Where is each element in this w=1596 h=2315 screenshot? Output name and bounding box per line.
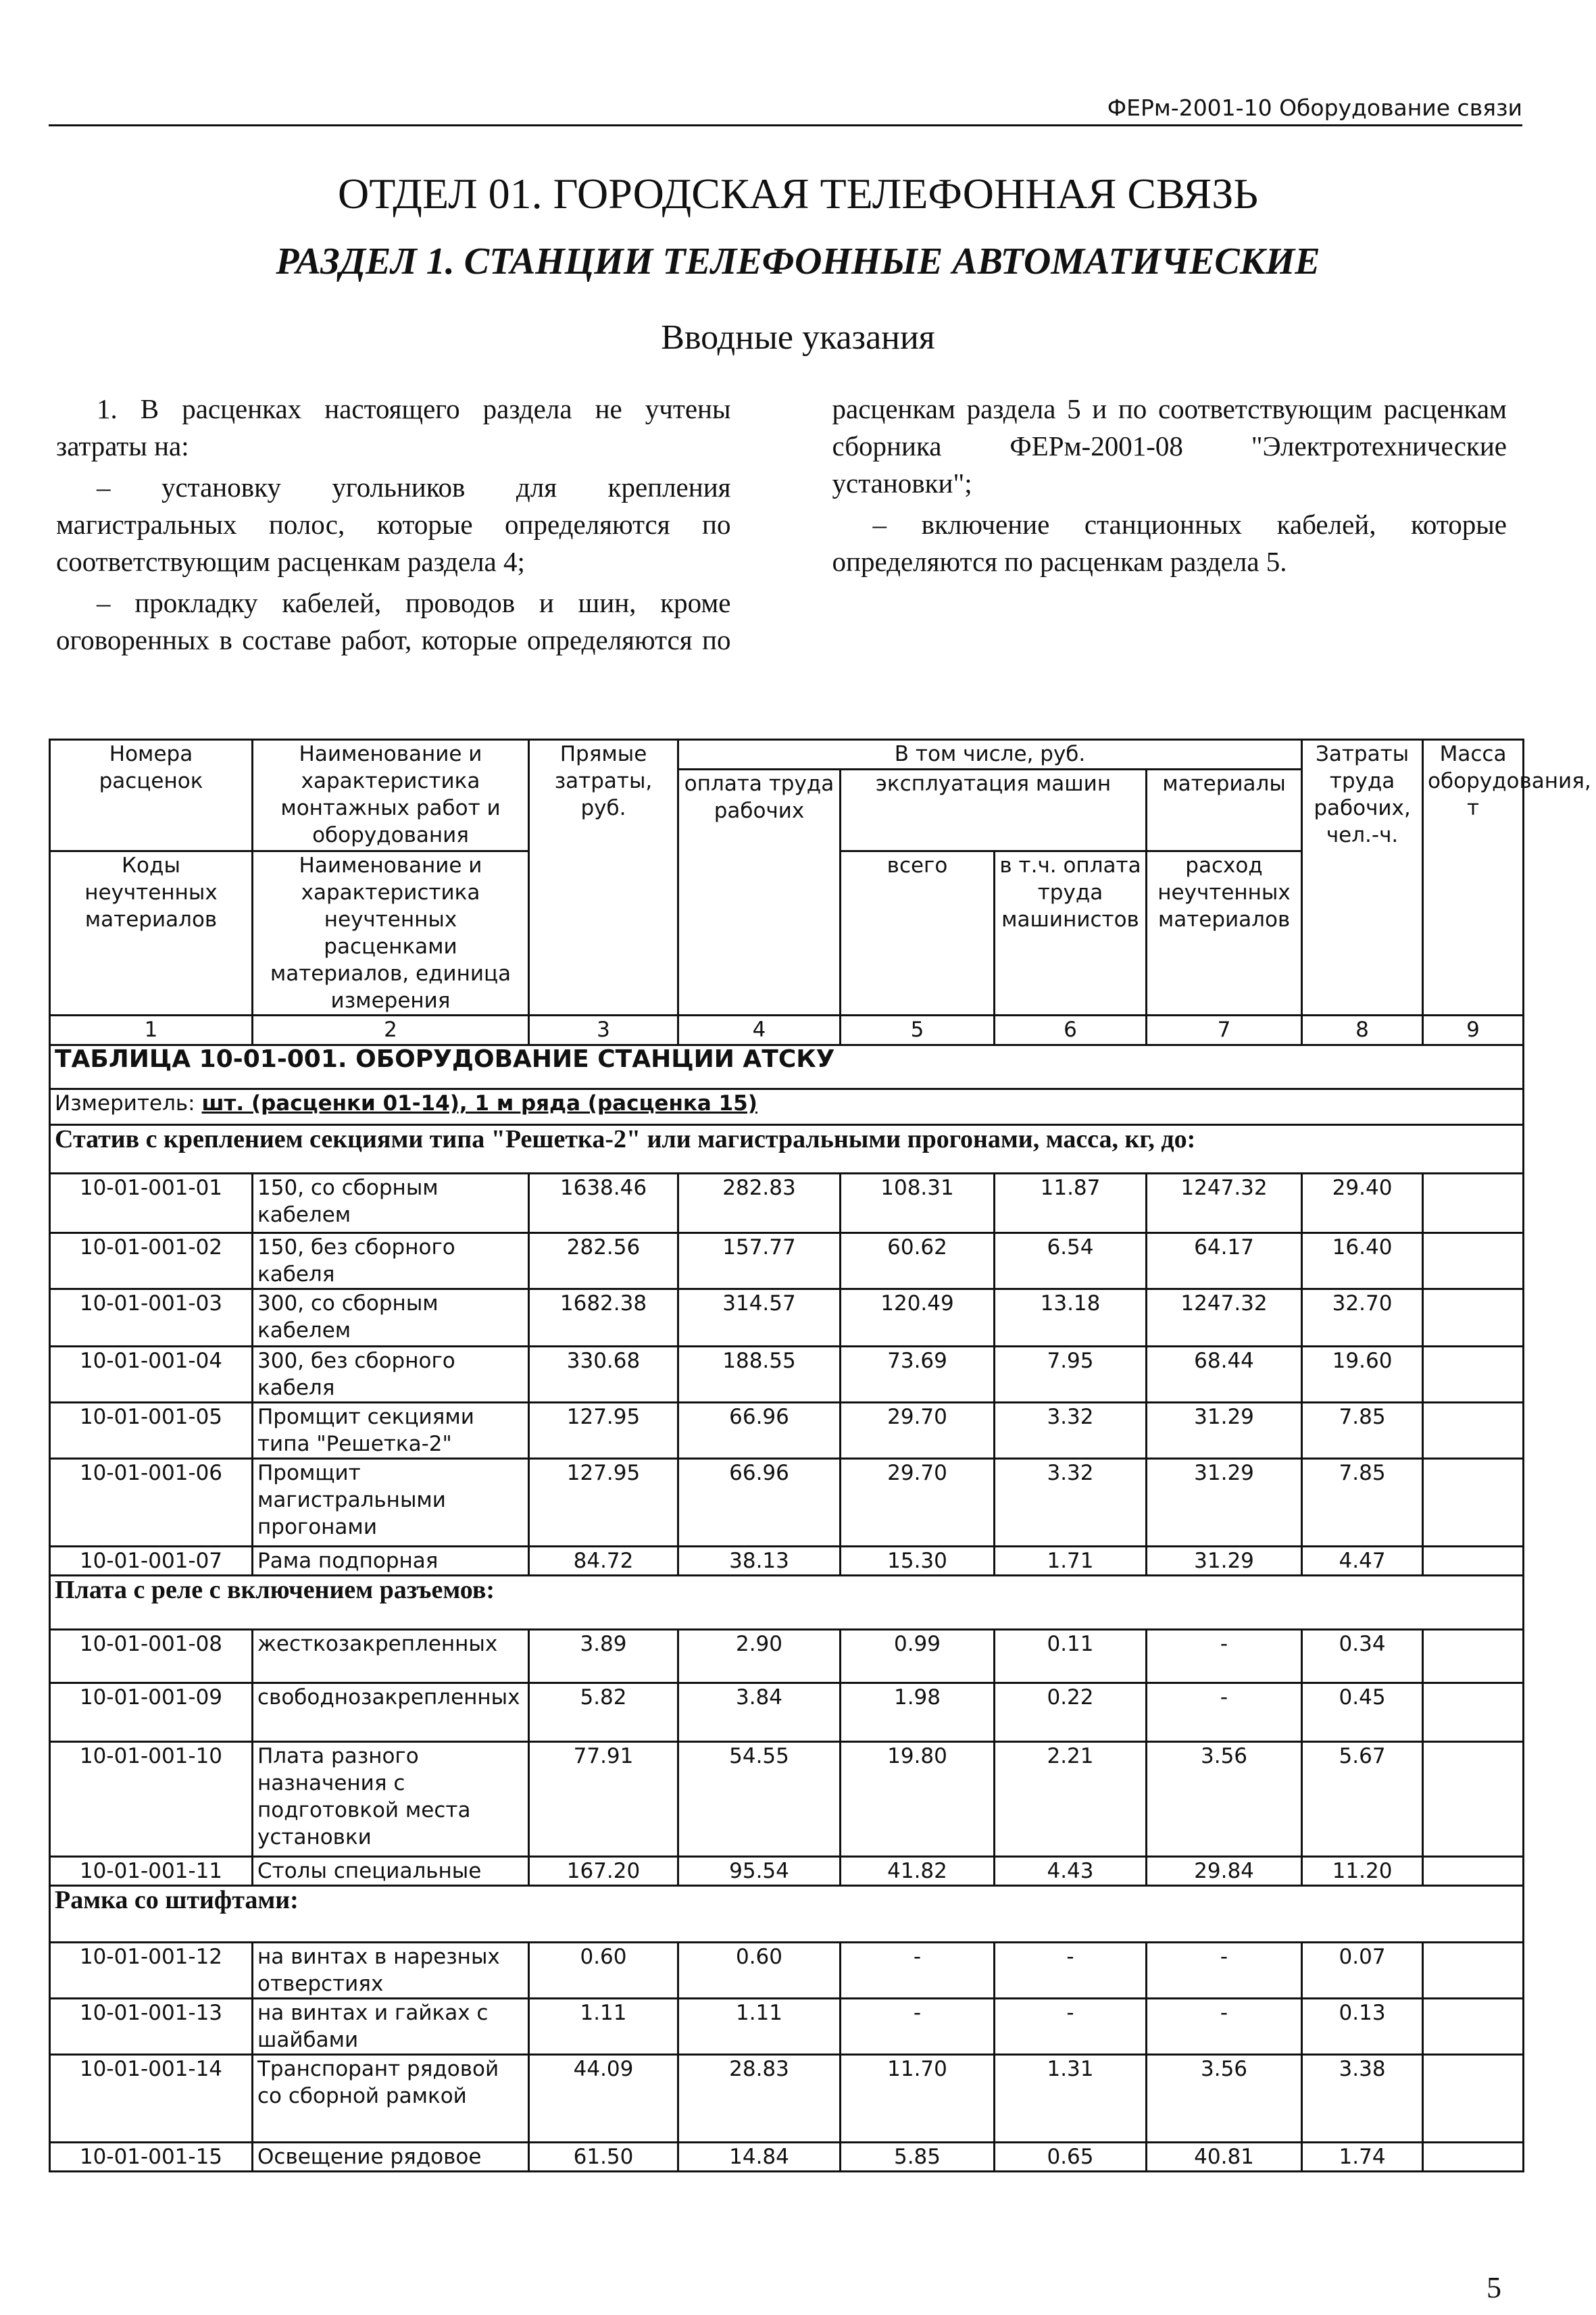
cell-direct-costs: 77.91 [529, 1742, 678, 1857]
cell-equipment-mass [1423, 1683, 1524, 1742]
cell-machines-total: 120.49 [841, 1289, 995, 1347]
intro-paragraph: – прокладку кабелей, проводов и шин, кроме оговоренных в составе работ, которые определяются по расценкам раздела 5 и по соответствующим расценкам сборника ФЕРм-2001-08 "Электротехнические установки"; [56, 393, 1507, 655]
cell-machines-total: - [841, 1943, 995, 1999]
cell-labor-hours: 32.70 [1302, 1289, 1423, 1347]
cell-labor-hours: 16.40 [1302, 1233, 1423, 1289]
department-title: ОТДЕЛ 01. ГОРОДСКАЯ ТЕЛЕФОННАЯ СВЯЗЬ [338, 170, 1258, 218]
cell-direct-costs: 127.95 [529, 1459, 678, 1547]
header-materials: материалы [1147, 770, 1302, 851]
cell-rate-code: 10-01-001-08 [50, 1630, 253, 1683]
header-machines-total: всего [841, 851, 995, 1016]
running-header: ФЕРм-2001-10 Оборудование связи [49, 95, 1522, 126]
cell-rate-code: 10-01-001-04 [50, 1347, 253, 1403]
page-number: 5 [1487, 2271, 1501, 2304]
column-number: 3 [529, 1016, 678, 1045]
column-number: 8 [1302, 1016, 1423, 1045]
cell-work-name: 150, со сборным кабелем [253, 1174, 529, 1233]
cell-work-name: жесткозакрепленных [253, 1630, 529, 1683]
cell-machines-total: 41.82 [841, 1857, 995, 1886]
column-number: 4 [678, 1016, 841, 1045]
cell-machinist-pay: 7.95 [995, 1347, 1147, 1403]
group-header-row [50, 1886, 1524, 1943]
cell-direct-costs: 282.56 [529, 1233, 678, 1289]
cell-labor-hours: 0.07 [1302, 1943, 1423, 1999]
column-number: 6 [995, 1016, 1147, 1045]
cell-machines-total: 11.70 [841, 2055, 995, 2143]
header-direct-costs: Прямые затраты, руб. [529, 740, 678, 1016]
cell-direct-costs: 5.82 [529, 1683, 678, 1742]
cell-labor-pay: 0.60 [678, 1943, 841, 1999]
header-unaccounted-materials: расход неучтенных материалов [1147, 851, 1302, 1016]
table-row [50, 1174, 1524, 1233]
cell-rate-code: 10-01-001-11 [50, 1857, 253, 1886]
cell-direct-costs: 330.68 [529, 1347, 678, 1403]
cell-rate-code: 10-01-001-03 [50, 1289, 253, 1347]
measure-label: Измеритель: [55, 1091, 202, 1116]
cell-direct-costs: 1682.38 [529, 1289, 678, 1347]
cell-machines-total: 73.69 [841, 1347, 995, 1403]
cell-materials: 64.17 [1147, 1233, 1302, 1289]
cell-materials: 1247.32 [1147, 1289, 1302, 1347]
cell-work-name: свободнозакрепленных [253, 1683, 529, 1742]
cell-equipment-mass [1423, 1742, 1524, 1857]
cell-labor-pay: 28.83 [678, 2055, 841, 2143]
cell-rate-code: 10-01-001-02 [50, 1233, 253, 1289]
cell-direct-costs: 61.50 [529, 2143, 678, 2172]
cell-work-name: на винтах и гайках с шайбами [253, 1999, 529, 2055]
cell-materials: 29.84 [1147, 1857, 1302, 1886]
cell-labor-hours: 3.38 [1302, 2055, 1423, 2143]
cell-materials: 68.44 [1147, 1347, 1302, 1403]
header-labor-pay: оплата труда рабочих [678, 770, 841, 1016]
cell-direct-costs: 167.20 [529, 1857, 678, 1886]
cell-rate-code: 10-01-001-14 [50, 2055, 253, 2143]
cell-labor-hours: 0.13 [1302, 1999, 1423, 2055]
cell-materials: 1247.32 [1147, 1174, 1302, 1233]
header-machinist-pay: в т.ч. оплата труда машинистов [995, 851, 1147, 1016]
cell-materials: - [1147, 1630, 1302, 1683]
cell-equipment-mass [1423, 1403, 1524, 1459]
cell-machinist-pay: 3.32 [995, 1403, 1147, 1459]
cell-work-name: Промщит секциями типа "Решетка-2" [253, 1403, 529, 1459]
cell-labor-hours: 5.67 [1302, 1742, 1423, 1857]
cell-labor-pay: 95.54 [678, 1857, 841, 1886]
intro-paragraph: – установку угольников для крепления магистральных полос, которые определяются по соответствующим расценкам раздела 4; [56, 472, 731, 577]
cell-materials: - [1147, 1683, 1302, 1742]
header-rate-numbers: Номера расценок [50, 740, 253, 851]
cell-machinist-pay: 2.21 [995, 1742, 1147, 1857]
cell-machinist-pay: 0.22 [995, 1683, 1147, 1742]
cell-machinist-pay: 0.11 [995, 1630, 1147, 1683]
cell-work-name: Столы специальные [253, 1857, 529, 1886]
cell-labor-pay: 3.84 [678, 1683, 841, 1742]
cell-rate-code: 10-01-001-07 [50, 1547, 253, 1576]
cell-labor-pay: 66.96 [678, 1459, 841, 1547]
cell-rate-code: 10-01-001-06 [50, 1459, 253, 1547]
group-header-row [50, 1125, 1524, 1174]
cell-machines-total: 15.30 [841, 1547, 995, 1576]
cell-equipment-mass [1423, 1857, 1524, 1886]
cell-work-name: 300, со сборным кабелем [253, 1289, 529, 1347]
cell-rate-code: 10-01-001-09 [50, 1683, 253, 1742]
cell-direct-costs: 0.60 [529, 1943, 678, 1999]
table-row [50, 1289, 1524, 1347]
cell-labor-pay: 1.11 [678, 1999, 841, 2055]
cell-materials: 31.29 [1147, 1459, 1302, 1547]
cell-work-name: Промщит магистральными прогонами [253, 1459, 529, 1547]
cell-labor-pay: 14.84 [678, 2143, 841, 2172]
cell-equipment-mass [1423, 2055, 1524, 2143]
header-equipment-mass: Масса оборудования, т [1423, 740, 1524, 1016]
header-material-names: Наименование и характеристика неучтенных расценками материалов, единица измерения [253, 851, 529, 1016]
cell-equipment-mass [1423, 1459, 1524, 1547]
cell-materials: 40.81 [1147, 2143, 1302, 2172]
section-title: РАЗДЕЛ 1. СТАНЦИИ ТЕЛЕФОННЫЕ АВТОМАТИЧЕСКИЕ [276, 241, 1320, 282]
table-row [50, 1999, 1524, 2055]
cell-labor-pay: 157.77 [678, 1233, 841, 1289]
cell-labor-pay: 188.55 [678, 1347, 841, 1403]
header-machines: эксплуатация машин [841, 770, 1147, 851]
cell-direct-costs: 1638.46 [529, 1174, 678, 1233]
header-labor-hours: Затраты труда рабочих, чел.-ч. [1302, 740, 1423, 1016]
cell-machines-total: 5.85 [841, 2143, 995, 2172]
cell-rate-code: 10-01-001-01 [50, 1174, 253, 1233]
cell-materials: - [1147, 1999, 1302, 2055]
cell-labor-hours: 7.85 [1302, 1459, 1423, 1547]
cell-work-name: на винтах в нарезных отверстиях [253, 1943, 529, 1999]
cell-labor-hours: 29.40 [1302, 1174, 1423, 1233]
table-row [50, 2143, 1524, 2172]
intro-paragraph: 1. В расценках настоящего раздела не учтены затраты на: [56, 393, 731, 462]
cell-machinist-pay: 6.54 [995, 1233, 1147, 1289]
cell-labor-hours: 0.45 [1302, 1683, 1423, 1742]
table-row [50, 1547, 1524, 1576]
cell-materials: 3.56 [1147, 1742, 1302, 1857]
cell-rate-code: 10-01-001-05 [50, 1403, 253, 1459]
group-title: Рамка со штифтами: [50, 1886, 1524, 1943]
cell-labor-hours: 4.47 [1302, 1547, 1423, 1576]
cell-equipment-mass [1423, 1547, 1524, 1576]
cell-work-name: Плата разного назначения с подготовкой места установки [253, 1742, 529, 1857]
cell-machinist-pay: 0.65 [995, 2143, 1147, 2172]
cell-direct-costs: 44.09 [529, 2055, 678, 2143]
cell-equipment-mass [1423, 1630, 1524, 1683]
cell-materials: 31.29 [1147, 1403, 1302, 1459]
cell-direct-costs: 127.95 [529, 1403, 678, 1459]
cell-equipment-mass [1423, 1943, 1524, 1999]
cell-rate-code: 10-01-001-10 [50, 1742, 253, 1857]
cell-machinist-pay: 1.71 [995, 1547, 1147, 1576]
intro-heading: Вводные указания [661, 318, 935, 357]
cell-labor-hours: 7.85 [1302, 1403, 1423, 1459]
cell-work-name: 300, без сборного кабеля [253, 1347, 529, 1403]
cell-labor-hours: 0.34 [1302, 1630, 1423, 1683]
table-row [50, 1347, 1524, 1403]
intro-paragraph: – включение станционных кабелей, которые определяются по расценкам раздела 5. [832, 509, 1507, 577]
table-row [50, 1683, 1524, 1742]
cell-direct-costs: 84.72 [529, 1547, 678, 1576]
cell-machines-total: - [841, 1999, 995, 2055]
cell-machines-total: 29.70 [841, 1403, 995, 1459]
cell-machinist-pay: 4.43 [995, 1857, 1147, 1886]
cell-direct-costs: 1.11 [529, 1999, 678, 2055]
group-header-row [50, 1576, 1524, 1630]
cell-labor-pay: 314.57 [678, 1289, 841, 1347]
group-title: Плата с реле с включением разъемов: [50, 1576, 1524, 1630]
table-row [50, 2055, 1524, 2143]
table-row [50, 1459, 1524, 1547]
cell-machinist-pay: 1.31 [995, 2055, 1147, 2143]
cell-labor-pay: 2.90 [678, 1630, 841, 1683]
cell-labor-hours: 11.20 [1302, 1857, 1423, 1886]
cell-rate-code: 10-01-001-15 [50, 2143, 253, 2172]
cell-materials: - [1147, 1943, 1302, 1999]
column-number: 7 [1147, 1016, 1302, 1045]
table-row [50, 1233, 1524, 1289]
column-number: 9 [1423, 1016, 1524, 1045]
measure-line [50, 1089, 1524, 1125]
cell-work-name: Рама подпорная [253, 1547, 529, 1576]
cell-equipment-mass [1423, 1999, 1524, 2055]
header-material-codes: Коды неучтенных материалов [50, 851, 253, 1016]
header-including: В том числе, руб. [678, 740, 1302, 770]
column-number: 1 [50, 1016, 253, 1045]
header-work-name: Наименование и характеристика монтажных работ и оборудования [253, 740, 529, 851]
cell-machinist-pay: 13.18 [995, 1289, 1147, 1347]
rates-table [49, 739, 1591, 2172]
measure-value: шт. (расценки 01-14), 1 м ряда (расценка 15) [201, 1091, 757, 1116]
cell-labor-hours: 1.74 [1302, 2143, 1423, 2172]
cell-materials: 31.29 [1147, 1547, 1302, 1576]
cell-work-name: Транспорант рядовой со сборной рамкой [253, 2055, 529, 2143]
cell-equipment-mass [1423, 1233, 1524, 1289]
cell-work-name: 150, без сборного кабеля [253, 1233, 529, 1289]
cell-labor-pay: 54.55 [678, 1742, 841, 1857]
cell-machines-total: 0.99 [841, 1630, 995, 1683]
cell-materials: 3.56 [1147, 2055, 1302, 2143]
cell-machinist-pay: 3.32 [995, 1459, 1147, 1547]
cell-equipment-mass [1423, 1347, 1524, 1403]
cell-labor-pay: 38.13 [678, 1547, 841, 1576]
cell-equipment-mass [1423, 1289, 1524, 1347]
cell-labor-pay: 282.83 [678, 1174, 841, 1233]
intro-text [56, 391, 1507, 661]
table-row [50, 1403, 1524, 1459]
cell-equipment-mass [1423, 1174, 1524, 1233]
cell-direct-costs: 3.89 [529, 1630, 678, 1683]
cell-machinist-pay: - [995, 1999, 1147, 2055]
cell-machines-total: 60.62 [841, 1233, 995, 1289]
cell-machines-total: 19.80 [841, 1742, 995, 1857]
cell-labor-hours: 19.60 [1302, 1347, 1423, 1403]
cell-equipment-mass [1423, 2143, 1524, 2172]
table-title: ТАБЛИЦА 10-01-001. ОБОРУДОВАНИЕ СТАНЦИИ АТСКУ [50, 1045, 1524, 1089]
cell-machines-total: 1.98 [841, 1683, 995, 1742]
cell-labor-pay: 66.96 [678, 1403, 841, 1459]
cell-machinist-pay: - [995, 1943, 1147, 1999]
group-title: Статив с креплением секциями типа "Решетка-2" или магистральными прогонами, масса, кг, до: [50, 1125, 1524, 1174]
cell-rate-code: 10-01-001-12 [50, 1943, 253, 1999]
column-number: 5 [841, 1016, 995, 1045]
cell-machinist-pay: 11.87 [995, 1174, 1147, 1233]
cell-work-name: Освещение рядовое [253, 2143, 529, 2172]
table-row [50, 1630, 1524, 1683]
cell-machines-total: 108.31 [841, 1174, 995, 1233]
table-row [50, 1943, 1524, 1999]
cell-rate-code: 10-01-001-13 [50, 1999, 253, 2055]
table-row [50, 1857, 1524, 1886]
table-row [50, 1742, 1524, 1857]
cell-machines-total: 29.70 [841, 1459, 995, 1547]
column-number: 2 [253, 1016, 529, 1045]
